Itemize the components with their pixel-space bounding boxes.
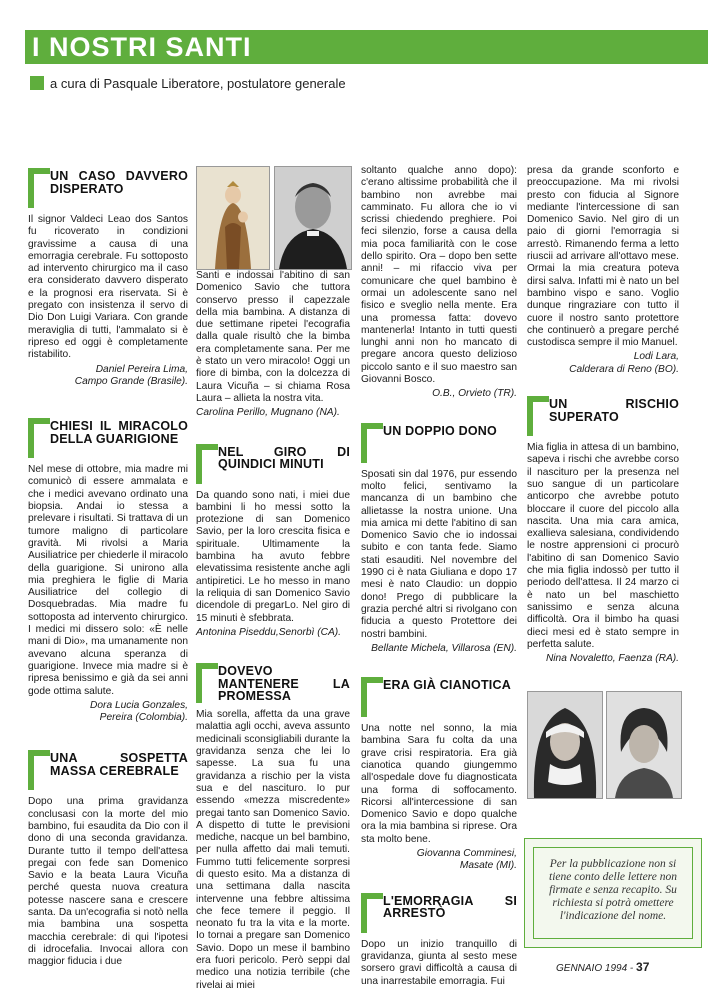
article-body: Nel mese di ottobre, mia madre mi comunicò di essere ammalata e che i medici avevano ordinato una biopsia. Andai io stessa a prelevare i risultati. Si trattava di un tumore maligno di particolare gravità. Mi rivolsi a Maria Ausiliatrice per chiederle il miracolo della guarigione. Si unirono alla mia preghiera le figlie di Maria Ausiliatrice del collegio di Dosquebradas. Mia madre fu sottoposta ad intervento chirurgico. I medici mi dissero solo: «È nelle mani di Dio», ma umanamente non avevano alcuna speranza di guarigione. Invece mia madre si è ripresa benissimo e già da sei anni gode ottima salute. xyxy=(28,464,188,697)
column-4 xyxy=(527,165,679,665)
signature: Campo Grande (Brasile). xyxy=(74,375,188,387)
madonna-photo xyxy=(196,166,270,270)
signature: Nina Novaletto, Faenza (RA). xyxy=(545,653,679,665)
nun-photo xyxy=(527,691,603,799)
article-body: Mia sorella, affetta da una grave malattia agli occhi, aveva assunto medicinali sconsigliabili durante la gravidanza senza che lei lo sapesse. La sua fu una gravidanza a rischio per la vista sua e del nascituro. Io pur essendo «mezza miscredente» pregai tanto san Domenico Savio. A dispetto di tutte le previsioni mediche, nacque un bel bambino, per nulla affetto dai mali temuti. Fummo tutti felicemente sorpresi di questo esito. Ma a distanza di una settimana dalla nascita intervenne una febbre altissima che fece temere il peggio. Il neonato fu tra la vita e la morte. Io tornai a pregare san Domenico Savio. Dopo un mese il bambino era fuori pericolo. Però seppi dal medico una notizia terribile (che rivelai ai miei xyxy=(196,709,350,991)
column-2 xyxy=(196,270,350,992)
page-footer xyxy=(556,960,649,974)
section-heading: ERA GIÀ CIANOTICA xyxy=(361,677,517,717)
section-heading: CHIESI IL MIRACOLO DELLA GUARIGIONE xyxy=(28,418,188,458)
signature: Calderara di Reno (BO). xyxy=(569,363,679,375)
signature: Antonina Piseddu,Senorbì (CA). xyxy=(196,626,341,638)
article-body: Sposati sin dal 1976, pur essendo molto felici, sentivamo la mancanza di un bambino che allietasse la nostra unione. Una mia amica mi dette l'abitino di san Domenico Savio che io indossai subito e con tanta fede. Siamo stati esauditi. Nel novembre del 1990 ci è nata Giuliana e dopo 17 mesi è nato Claudio: un doppio dono! Prego di pubblicare la grazia perché altri si rivolgano con fiducia a questo Protettore dei nostri bambini. xyxy=(361,468,517,640)
section-heading: L'EMORRAGIA SI ARRESTÒ xyxy=(361,893,517,933)
section-heading: NEL GIRO DI QUINDICI MINUTI xyxy=(196,444,350,484)
column-1 xyxy=(28,160,188,969)
girl-photo xyxy=(606,691,682,799)
signature: Dora Lucia Gonzales, xyxy=(90,699,188,711)
curated-by-text: a cura di Pasquale Liberatore, postulatore generale xyxy=(50,76,346,91)
article-body: Santi e indossai l'abitino di san Domenico Savio che tuttora conservo presso il capezzale della mia bambina. A distanza di due settimane ripetei l'ecografia dalla quale risultò che la bimba era completamente sana. Per me è stato un vero miracolo! Oggi un fiore di bimba, con la dolcezza di Laura Vicuña – si chiama Rosa Laura – allieta la nostra vita. xyxy=(196,270,350,404)
article-body: presa da grande sconforto e preoccupazione. Ma mi rivolsi presto con fiducia al Signore mediante l'intercessione di san Domenico Savio. Nel giro di un paio di giorni l'emorragia si arrestò. Rimanendo ferma a letto riuscii ad arrivare all'ottavo mese. Ormai la mia creatura poteva dirsi salva. Infatti mi è nato un bel bambino vispo e sano. Voglio dunque ringraziare con tutto il cuore il nostro santo protettore che continuerò a pregare perché custodisca sempre il mio Manuel. xyxy=(527,165,679,349)
article-body: Una notte nel sonno, la mia bambina Sara fu colta da una grave crisi respiratoria. Era già cianotica quando giungemmo all'ospedale dove fu diagnosticata una forma di soffocamento. Ricorsi all'intercessione di san Domenico Savio e dopo qualche ora la mia bambina si riprese. Ora sta molto bene. xyxy=(361,723,517,845)
signature: Lodi Lara, xyxy=(633,351,679,363)
section-heading: UN RISCHIO SUPERATO xyxy=(527,396,679,436)
editorial-note: Per la pubblicazione non si tiene conto delle lettere non firmate e senza recapito. Su richiesta si potrà omettere l'indicazione del nome. xyxy=(549,858,677,922)
column-3 xyxy=(361,165,517,988)
section-heading: UN DOPPIO DONO xyxy=(361,423,517,463)
signature: O.B., Orvieto (TR). xyxy=(432,388,517,400)
signature: Pereira (Colombia). xyxy=(99,712,188,724)
signature: Bellante Michela, Villarosa (EN). xyxy=(371,642,517,654)
article-body: Dopo un inizio tranquillo di gravidanza, giunta al sesto mese sorsero gravi difficoltà a causa di una inarrestabile emorragia. Fui xyxy=(361,938,517,987)
section-heading: DOVEVO MANTENERE LA PROMESSA xyxy=(196,663,350,703)
article-body: Da quando sono nati, i miei due bambini li ho messi sotto la protezione di san Domenico Savio, per la loro crescita fisica e spirituale. Ultimamente la bambina ha avuto febbre elevatissima resistente anche agli antipiretici. Le ho messo in mano la reliquia di san Domenico Savio dicendole di pregarLo. Nel giro di 15 minuti è sfebbrata. xyxy=(196,489,350,624)
article-body: Il signor Valdeci Leao dos Santos fu ricoverato in condizioni gravissime a causa di una emorragia cerebrale. Fu sottoposto ad intervento chirurgico ma il caso era considerato davvero disperato e la prognosi era riservata. Si è pregato con insistenza il servo di Dio Don Luigi Variara. Con grande meraviglia di tutti, l'ammalato si è ripreso ed oggi è completamente ristabilito. xyxy=(28,214,188,361)
article-body: Dopo una prima gravidanza conclusasi con la morte del mio bambino, fui esaudita da Dio con il dono di una seconda gravidanza. Durante tutto il tempo dell'attesa pregai con fede san Domenico Savio e la beata Laura Vicuña perché questa nuova creatura potesse nascere sana e crescere santa. Da un'ecografia si notò nella mia bambina una sospetta macchia cerebrale: di qui l'ipotesi di idrocefalia. Invocai allora con maggior fiducia i due xyxy=(28,796,188,968)
section-heading: UN CASO DAVVERO DISPERATO xyxy=(28,168,188,208)
signature: Masate (MI). xyxy=(459,860,517,872)
signature: Giovanna Comminesi, xyxy=(416,848,517,860)
signature: Carolina Perillo, Mugnano (NA). xyxy=(196,407,340,419)
portrait-image-icon xyxy=(275,167,351,269)
section-heading: UNA SOSPETTA MASSA CEREBRALE xyxy=(28,750,188,790)
madonna-image-icon xyxy=(197,167,269,269)
editorial-note-box xyxy=(524,838,702,948)
signature: Daniel Pereira Lima, xyxy=(95,363,188,375)
don-bosco-photo xyxy=(274,166,352,270)
girl-portrait-icon xyxy=(607,692,681,798)
green-square-icon xyxy=(30,76,44,90)
issue-date: GENNAIO 1994 - xyxy=(556,963,634,974)
curated-by xyxy=(30,76,346,91)
page-title: I NOSTRI SANTI xyxy=(32,32,252,62)
article-body: soltanto qualche anno dopo): c'erano altissime probabilità che il bambino non avrebbe mai camminato. Fu allora che io vi scrissi chiedendo preghiere. Poi feci silenzio, forse a causa della mia poca familiarità con le cose dello spirito. Ora – dopo ben sette anni! – mi rifaccio viva per comunicare che quel bambino è ormai un adolescente sano nel fisico e sveglio nella mente. Era una promessa fatta: dovevo mantenerla! Intanto in tutti questi lunghi anni non ho mancato di pregare ancora questo delizioso piccolo santo e il suo maestro san Giovanni Bosco. xyxy=(361,165,517,386)
page-number: 37 xyxy=(636,960,650,974)
article-body: Mia figlia in attesa di un bambino, sapeva i rischi che avrebbe corso il nascituro per la presenza nel suo sangue di un particolare anticorpo che avrebbe potuto bloccare il cuore del piccolo alla nascita. Una mia cara amica, exallieva salesiana, condividendo le nostre apprensioni ci procurò l'abitino di san Domenico Savio che mia figlia indossò per tutto il periodo dell'attesa. Il 24 marzo ci è nato un bel maschietto sanissimo e senza alcuna difficoltà. Ora il bimbo ha quasi dieci mesi ed è stato sempre in perfetta salute. xyxy=(527,442,679,650)
nun-portrait-icon xyxy=(528,692,602,798)
